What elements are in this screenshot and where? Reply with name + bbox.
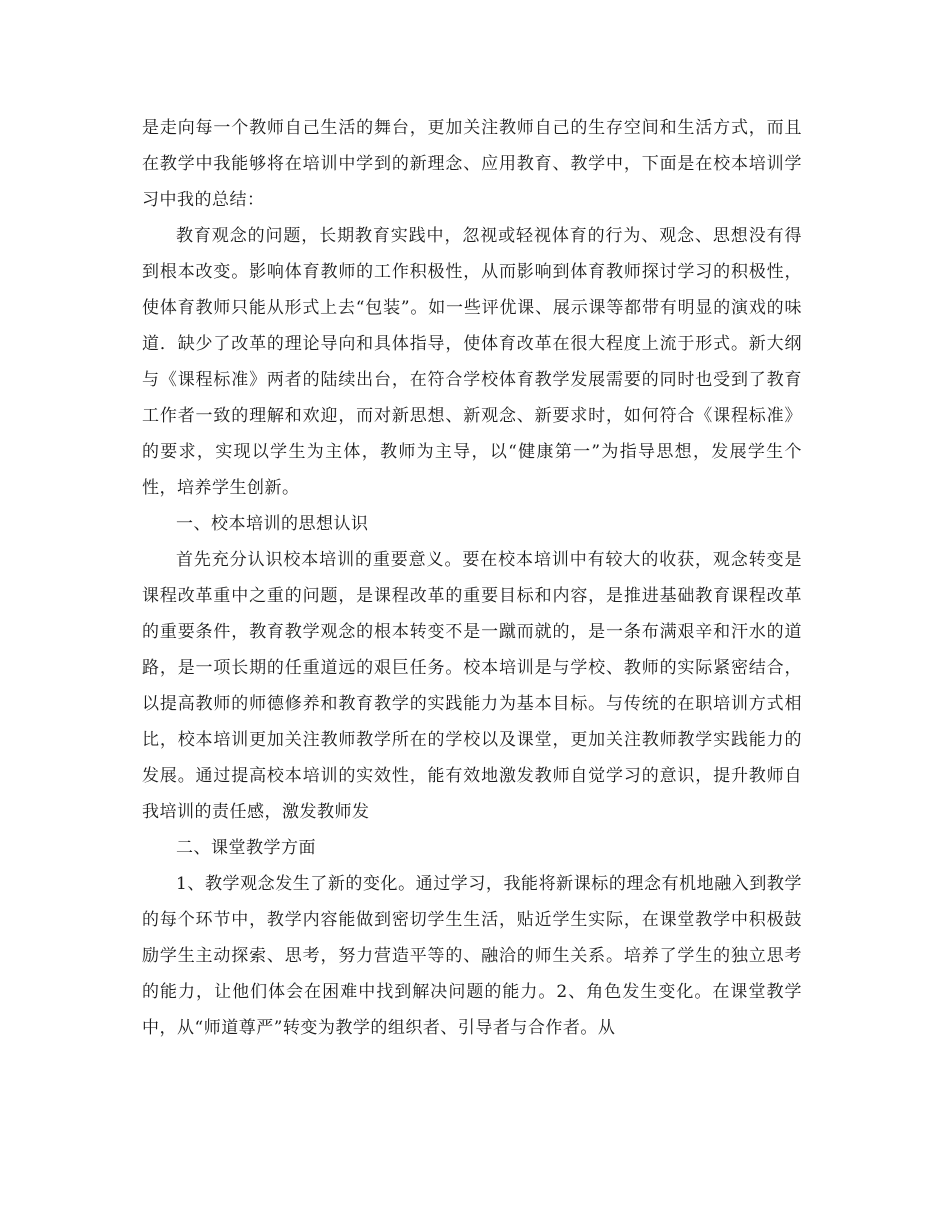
section-heading-2: 二、课堂教学方面 (176, 838, 316, 858)
paragraph-education-concepts: 教育观念的问题，长期教育实践中，忽视或轻视体育的行为、观念、思想没有得到根本改变。影响体育教师的工作积极性，从而影响到体育教师探讨学习的积极性，使体育教师只能从形式上去“包装”。如一些评优课、展示课等都带有明显的演戏的味道．缺少了改革的理论导向和具体指导，使体育改革在很大程度上流于形式。新大纲与《课程标准》两者的陆续出台，在符合学校体育教学发展需要的同时也受到了教育工作者一致的理解和欢迎，而对新思想、新观念、新要求时，如何符合《课程标准》的要求，实现以学生为主体，教师为主导，以“健康第一”为指导思想，发展学生个性，培养学生创新。 (142, 226, 802, 498)
paragraph-classroom-teaching: 1、教学观念发生了新的变化。通过学习，我能将新课标的理念有机地融入到教学的每个环节中，教学内容能做到密切学生生活，贴近学生实际，在课堂教学中积极鼓励学生主动探索、思考，努力营造平等的、融洽的师生关系。培养了学生的独立思考的能力，让他们体会在困难中找到解决问题的能力。2、角色发生变化。在课堂教学中，从“师道尊严”转变为教学的组织者、引导者与合作者。从 (142, 874, 802, 1038)
document-page (142, 110, 802, 1046)
paragraph-school-training: 首先充分认识校本培训的重要意义。要在校本培训中有较大的收获，观念转变是课程改革重中之重的问题，是课程改革的重要目标和内容，是推进基础教育课程改革的重要条件，教育教学观念的根本转变不是一蹴而就的，是一条布满艰辛和汗水的道路，是一项长期的任重道远的艰巨任务。校本培训是与学校、教师的实际紧密结合，以提高教师的师德修养和教育教学的实践能力为基本目标。与传统的在职培训方式相比，校本培训更加关注教师教学所在的学校以及课堂，更加关注教师教学实践能力的发展。通过提高校本培训的实效性，能有效地激发教师自觉学习的意识，提升教师自我培训的责任感，激发教师发 (142, 550, 802, 822)
section-heading-1: 一、校本培训的思想认识 (176, 514, 369, 534)
paragraph-intro: 是走向每一个教师自己生活的舞台，更加关注教师自己的生存空间和生活方式，而且在教学中我能够将在培训中学到的新理念、应用教育、教学中，下面是在校本培训学习中我的总结： (142, 118, 802, 210)
